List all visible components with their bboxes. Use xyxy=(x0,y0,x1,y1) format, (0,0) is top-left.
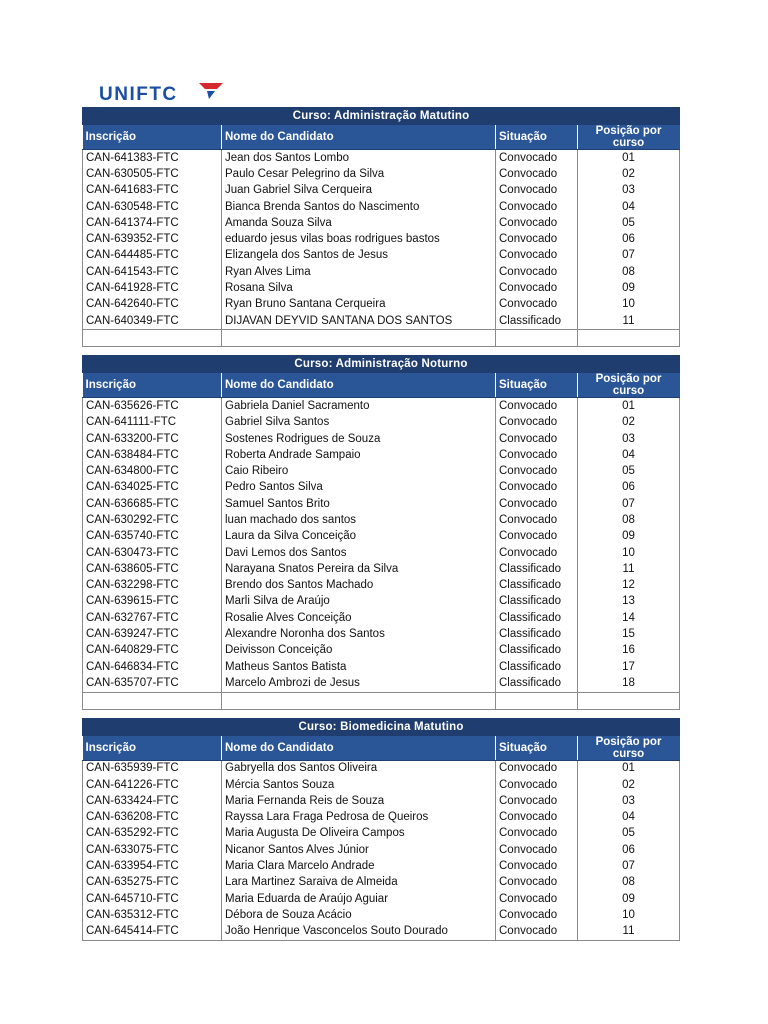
posicao-cell: 04 xyxy=(578,199,680,215)
inscricao-cell: CAN-635626-FTC xyxy=(83,398,222,415)
course-section xyxy=(82,355,679,709)
nome-cell: Alexandre Noronha dos Santos xyxy=(222,626,496,642)
inscricao-cell: CAN-645414-FTC xyxy=(83,924,222,941)
posicao-cell: 03 xyxy=(578,183,680,199)
table-row xyxy=(83,199,680,215)
nome-cell: Narayana Snatos Pereira da Silva xyxy=(222,561,496,577)
situacao-cell: Convocado xyxy=(496,760,578,777)
nome-cell: Deivisson Conceição xyxy=(222,643,496,659)
posicao-cell: 13 xyxy=(578,594,680,610)
table-row xyxy=(83,313,680,330)
nome-cell: Débora de Souza Acácio xyxy=(222,907,496,923)
table-row xyxy=(83,659,680,675)
nome-cell: Bianca Brenda Santos do Nascimento xyxy=(222,199,496,215)
posicao-cell: 04 xyxy=(578,810,680,826)
nome-cell: DIJAVAN DEYVID SANTANA DOS SANTOS xyxy=(222,313,496,330)
situacao-cell: Classificado xyxy=(496,610,578,626)
inscricao-cell: CAN-639615-FTC xyxy=(83,594,222,610)
situacao-cell: Convocado xyxy=(496,264,578,280)
nome-cell: Marcelo Ambrozi de Jesus xyxy=(222,675,496,692)
inscricao-cell: CAN-632298-FTC xyxy=(83,578,222,594)
nome-cell: Elizangela dos Santos de Jesus xyxy=(222,248,496,264)
inscricao-cell: CAN-632767-FTC xyxy=(83,610,222,626)
posicao-cell: 18 xyxy=(578,675,680,692)
candidates-table xyxy=(82,718,680,941)
header-situacao: Situação xyxy=(496,373,578,398)
situacao-cell: Convocado xyxy=(496,415,578,431)
table-row xyxy=(83,858,680,874)
situacao-cell: Convocado xyxy=(496,248,578,264)
candidates-table xyxy=(82,107,680,347)
nome-cell: Maria Augusta De Oliveira Campos xyxy=(222,826,496,842)
table-row xyxy=(83,231,680,247)
inscricao-cell: CAN-630505-FTC xyxy=(83,166,222,182)
results-sections xyxy=(82,107,679,949)
posicao-cell: 01 xyxy=(578,760,680,777)
nome-cell: Lara Martinez Saraiva de Almeida xyxy=(222,875,496,891)
table-row xyxy=(83,626,680,642)
nome-cell: Rayssa Lara Fraga Pedrosa de Queiros xyxy=(222,810,496,826)
empty-cell xyxy=(578,692,680,709)
posicao-cell: 02 xyxy=(578,166,680,182)
nome-cell: Nicanor Santos Alves Júnior xyxy=(222,842,496,858)
nome-cell: Gabriel Silva Santos xyxy=(222,415,496,431)
situacao-cell: Convocado xyxy=(496,545,578,561)
inscricao-cell: CAN-635275-FTC xyxy=(83,875,222,891)
situacao-cell: Classificado xyxy=(496,675,578,692)
course-title: Curso: Administração Noturno xyxy=(83,356,680,373)
situacao-cell: Convocado xyxy=(496,793,578,809)
inscricao-cell: CAN-635707-FTC xyxy=(83,675,222,692)
posicao-cell: 08 xyxy=(578,875,680,891)
table-row xyxy=(83,264,680,280)
table-row xyxy=(83,594,680,610)
inscricao-cell: CAN-633075-FTC xyxy=(83,842,222,858)
situacao-cell: Convocado xyxy=(496,183,578,199)
nome-cell: Ryan Alves Lima xyxy=(222,264,496,280)
nome-cell: luan machado dos santos xyxy=(222,512,496,528)
nome-cell: eduardo jesus vilas boas rodrigues bastos xyxy=(222,231,496,247)
header-nome: Nome do Candidato xyxy=(222,125,496,150)
header-posicao: Posição por curso xyxy=(578,373,680,398)
table-row xyxy=(83,810,680,826)
empty-row xyxy=(83,330,680,347)
table-row xyxy=(83,166,680,182)
situacao-cell: Convocado xyxy=(496,398,578,415)
inscricao-cell: CAN-638605-FTC xyxy=(83,561,222,577)
situacao-cell: Classificado xyxy=(496,313,578,330)
nome-cell: Laura da Silva Conceição xyxy=(222,529,496,545)
situacao-cell: Convocado xyxy=(496,297,578,313)
nome-cell: Gabryella dos Santos Oliveira xyxy=(222,760,496,777)
inscricao-cell: CAN-639352-FTC xyxy=(83,231,222,247)
course-section xyxy=(82,718,679,941)
inscricao-cell: CAN-641374-FTC xyxy=(83,215,222,231)
inscricao-cell: CAN-633954-FTC xyxy=(83,858,222,874)
nome-cell: Davi Lemos dos Santos xyxy=(222,545,496,561)
posicao-cell: 08 xyxy=(578,512,680,528)
candidates-table xyxy=(82,355,680,709)
nome-cell: Ryan Bruno Santana Cerqueira xyxy=(222,297,496,313)
posicao-cell: 01 xyxy=(578,150,680,167)
table-row xyxy=(83,415,680,431)
nome-cell: Mércia Santos Souza xyxy=(222,777,496,793)
situacao-cell: Convocado xyxy=(496,858,578,874)
empty-cell xyxy=(83,692,222,709)
nome-cell: Amanda Souza Silva xyxy=(222,215,496,231)
course-title: Curso: Biomedicina Matutino xyxy=(83,718,680,735)
posicao-cell: 09 xyxy=(578,529,680,545)
inscricao-cell: CAN-630473-FTC xyxy=(83,545,222,561)
table-row xyxy=(83,150,680,167)
nome-cell: Maria Clara Marcelo Andrade xyxy=(222,858,496,874)
situacao-cell: Convocado xyxy=(496,150,578,167)
nome-cell: Roberta Andrade Sampaio xyxy=(222,447,496,463)
inscricao-cell: CAN-644485-FTC xyxy=(83,248,222,264)
inscricao-cell: CAN-641928-FTC xyxy=(83,280,222,296)
situacao-cell: Convocado xyxy=(496,496,578,512)
inscricao-cell: CAN-640349-FTC xyxy=(83,313,222,330)
table-row xyxy=(83,643,680,659)
posicao-cell: 16 xyxy=(578,643,680,659)
situacao-cell: Convocado xyxy=(496,199,578,215)
posicao-cell: 04 xyxy=(578,447,680,463)
situacao-cell: Convocado xyxy=(496,463,578,479)
table-row xyxy=(83,398,680,415)
table-row xyxy=(83,561,680,577)
posicao-cell: 06 xyxy=(578,480,680,496)
table-row xyxy=(83,280,680,296)
posicao-cell: 07 xyxy=(578,248,680,264)
situacao-cell: Classificado xyxy=(496,659,578,675)
header-inscricao: Inscrição xyxy=(83,735,222,760)
inscricao-cell: CAN-646834-FTC xyxy=(83,659,222,675)
situacao-cell: Classificado xyxy=(496,594,578,610)
posicao-cell: 10 xyxy=(578,297,680,313)
header-posicao: Posição por curso xyxy=(578,125,680,150)
posicao-cell: 11 xyxy=(578,313,680,330)
header-situacao: Situação xyxy=(496,125,578,150)
posicao-cell: 07 xyxy=(578,496,680,512)
table-row xyxy=(83,463,680,479)
inscricao-cell: CAN-642640-FTC xyxy=(83,297,222,313)
posicao-cell: 05 xyxy=(578,463,680,479)
inscricao-cell: CAN-645710-FTC xyxy=(83,891,222,907)
course-title: Curso: Administração Matutino xyxy=(83,108,680,125)
posicao-cell: 14 xyxy=(578,610,680,626)
situacao-cell: Convocado xyxy=(496,924,578,941)
table-row xyxy=(83,891,680,907)
empty-cell xyxy=(578,330,680,347)
header-nome: Nome do Candidato xyxy=(222,735,496,760)
posicao-cell: 17 xyxy=(578,659,680,675)
posicao-cell: 06 xyxy=(578,231,680,247)
inscricao-cell: CAN-635312-FTC xyxy=(83,907,222,923)
nome-cell: Sostenes Rodrigues de Souza xyxy=(222,431,496,447)
situacao-cell: Convocado xyxy=(496,891,578,907)
inscricao-cell: CAN-640829-FTC xyxy=(83,643,222,659)
svg-text:UNIFTC: UNIFTC xyxy=(99,84,178,105)
table-row xyxy=(83,512,680,528)
situacao-cell: Convocado xyxy=(496,907,578,923)
inscricao-cell: CAN-641383-FTC xyxy=(83,150,222,167)
inscricao-cell: CAN-634025-FTC xyxy=(83,480,222,496)
header-inscricao: Inscrição xyxy=(83,373,222,398)
table-row xyxy=(83,793,680,809)
header-posicao: Posição por curso xyxy=(578,735,680,760)
nome-cell: Caio Ribeiro xyxy=(222,463,496,479)
situacao-cell: Convocado xyxy=(496,231,578,247)
nome-cell: Maria Fernanda Reis de Souza xyxy=(222,793,496,809)
nome-cell: Brendo dos Santos Machado xyxy=(222,578,496,594)
posicao-cell: 07 xyxy=(578,858,680,874)
nome-cell: Gabriela Daniel Sacramento xyxy=(222,398,496,415)
inscricao-cell: CAN-630292-FTC xyxy=(83,512,222,528)
posicao-cell: 03 xyxy=(578,431,680,447)
table-row xyxy=(83,545,680,561)
table-row xyxy=(83,480,680,496)
header-nome: Nome do Candidato xyxy=(222,373,496,398)
table-row xyxy=(83,183,680,199)
table-row xyxy=(83,924,680,941)
posicao-cell: 03 xyxy=(578,793,680,809)
inscricao-cell: CAN-634800-FTC xyxy=(83,463,222,479)
inscricao-cell: CAN-636685-FTC xyxy=(83,496,222,512)
nome-cell: Juan Gabriel Silva Cerqueira xyxy=(222,183,496,199)
table-row xyxy=(83,496,680,512)
situacao-cell: Classificado xyxy=(496,578,578,594)
table-row xyxy=(83,431,680,447)
posicao-cell: 06 xyxy=(578,842,680,858)
situacao-cell: Convocado xyxy=(496,842,578,858)
posicao-cell: 11 xyxy=(578,561,680,577)
situacao-cell: Convocado xyxy=(496,529,578,545)
header-inscricao: Inscrição xyxy=(83,125,222,150)
nome-cell: Marli Silva de Araújo xyxy=(222,594,496,610)
posicao-cell: 01 xyxy=(578,398,680,415)
table-row xyxy=(83,529,680,545)
situacao-cell: Convocado xyxy=(496,777,578,793)
empty-cell xyxy=(83,330,222,347)
situacao-cell: Classificado xyxy=(496,626,578,642)
table-row xyxy=(83,777,680,793)
posicao-cell: 12 xyxy=(578,578,680,594)
situacao-cell: Convocado xyxy=(496,447,578,463)
table-row xyxy=(83,760,680,777)
nome-cell: Pedro Santos Silva xyxy=(222,480,496,496)
course-section xyxy=(82,107,679,347)
situacao-cell: Convocado xyxy=(496,810,578,826)
situacao-cell: Convocado xyxy=(496,826,578,842)
table-row xyxy=(83,675,680,692)
nome-cell: Matheus Santos Batista xyxy=(222,659,496,675)
header-situacao: Situação xyxy=(496,735,578,760)
empty-cell xyxy=(496,330,578,347)
table-row xyxy=(83,610,680,626)
posicao-cell: 05 xyxy=(578,215,680,231)
inscricao-cell: CAN-630548-FTC xyxy=(83,199,222,215)
posicao-cell: 02 xyxy=(578,415,680,431)
posicao-cell: 05 xyxy=(578,826,680,842)
inscricao-cell: CAN-635939-FTC xyxy=(83,760,222,777)
table-row xyxy=(83,297,680,313)
inscricao-cell: CAN-639247-FTC xyxy=(83,626,222,642)
nome-cell: Rosana Silva xyxy=(222,280,496,296)
nome-cell: Rosalie Alves Conceição xyxy=(222,610,496,626)
inscricao-cell: CAN-641683-FTC xyxy=(83,183,222,199)
nome-cell: Maria Eduarda de Araújo Aguiar xyxy=(222,891,496,907)
inscricao-cell: CAN-635292-FTC xyxy=(83,826,222,842)
situacao-cell: Classificado xyxy=(496,561,578,577)
situacao-cell: Classificado xyxy=(496,643,578,659)
inscricao-cell: CAN-636208-FTC xyxy=(83,810,222,826)
posicao-cell: 10 xyxy=(578,907,680,923)
posicao-cell: 10 xyxy=(578,545,680,561)
situacao-cell: Convocado xyxy=(496,480,578,496)
situacao-cell: Convocado xyxy=(496,280,578,296)
inscricao-cell: CAN-633200-FTC xyxy=(83,431,222,447)
table-row xyxy=(83,875,680,891)
uniftc-logo xyxy=(99,80,229,106)
table-row xyxy=(83,248,680,264)
posicao-cell: 08 xyxy=(578,264,680,280)
inscricao-cell: CAN-635740-FTC xyxy=(83,529,222,545)
empty-cell xyxy=(222,692,496,709)
table-row xyxy=(83,447,680,463)
posicao-cell: 11 xyxy=(578,924,680,941)
inscricao-cell: CAN-633424-FTC xyxy=(83,793,222,809)
inscricao-cell: CAN-641226-FTC xyxy=(83,777,222,793)
empty-cell xyxy=(496,692,578,709)
table-row xyxy=(83,907,680,923)
situacao-cell: Convocado xyxy=(496,512,578,528)
nome-cell: João Henrique Vasconcelos Souto Dourado xyxy=(222,924,496,941)
situacao-cell: Convocado xyxy=(496,166,578,182)
inscricao-cell: CAN-638484-FTC xyxy=(83,447,222,463)
inscricao-cell: CAN-641543-FTC xyxy=(83,264,222,280)
empty-cell xyxy=(222,330,496,347)
nome-cell: Paulo Cesar Pelegrino da Silva xyxy=(222,166,496,182)
posicao-cell: 15 xyxy=(578,626,680,642)
nome-cell: Jean dos Santos Lombo xyxy=(222,150,496,167)
table-row xyxy=(83,826,680,842)
posicao-cell: 02 xyxy=(578,777,680,793)
situacao-cell: Convocado xyxy=(496,431,578,447)
empty-row xyxy=(83,692,680,709)
situacao-cell: Convocado xyxy=(496,215,578,231)
table-row xyxy=(83,215,680,231)
nome-cell: Samuel Santos Brito xyxy=(222,496,496,512)
posicao-cell: 09 xyxy=(578,280,680,296)
inscricao-cell: CAN-641111-FTC xyxy=(83,415,222,431)
posicao-cell: 09 xyxy=(578,891,680,907)
situacao-cell: Convocado xyxy=(496,875,578,891)
table-row xyxy=(83,578,680,594)
table-row xyxy=(83,842,680,858)
